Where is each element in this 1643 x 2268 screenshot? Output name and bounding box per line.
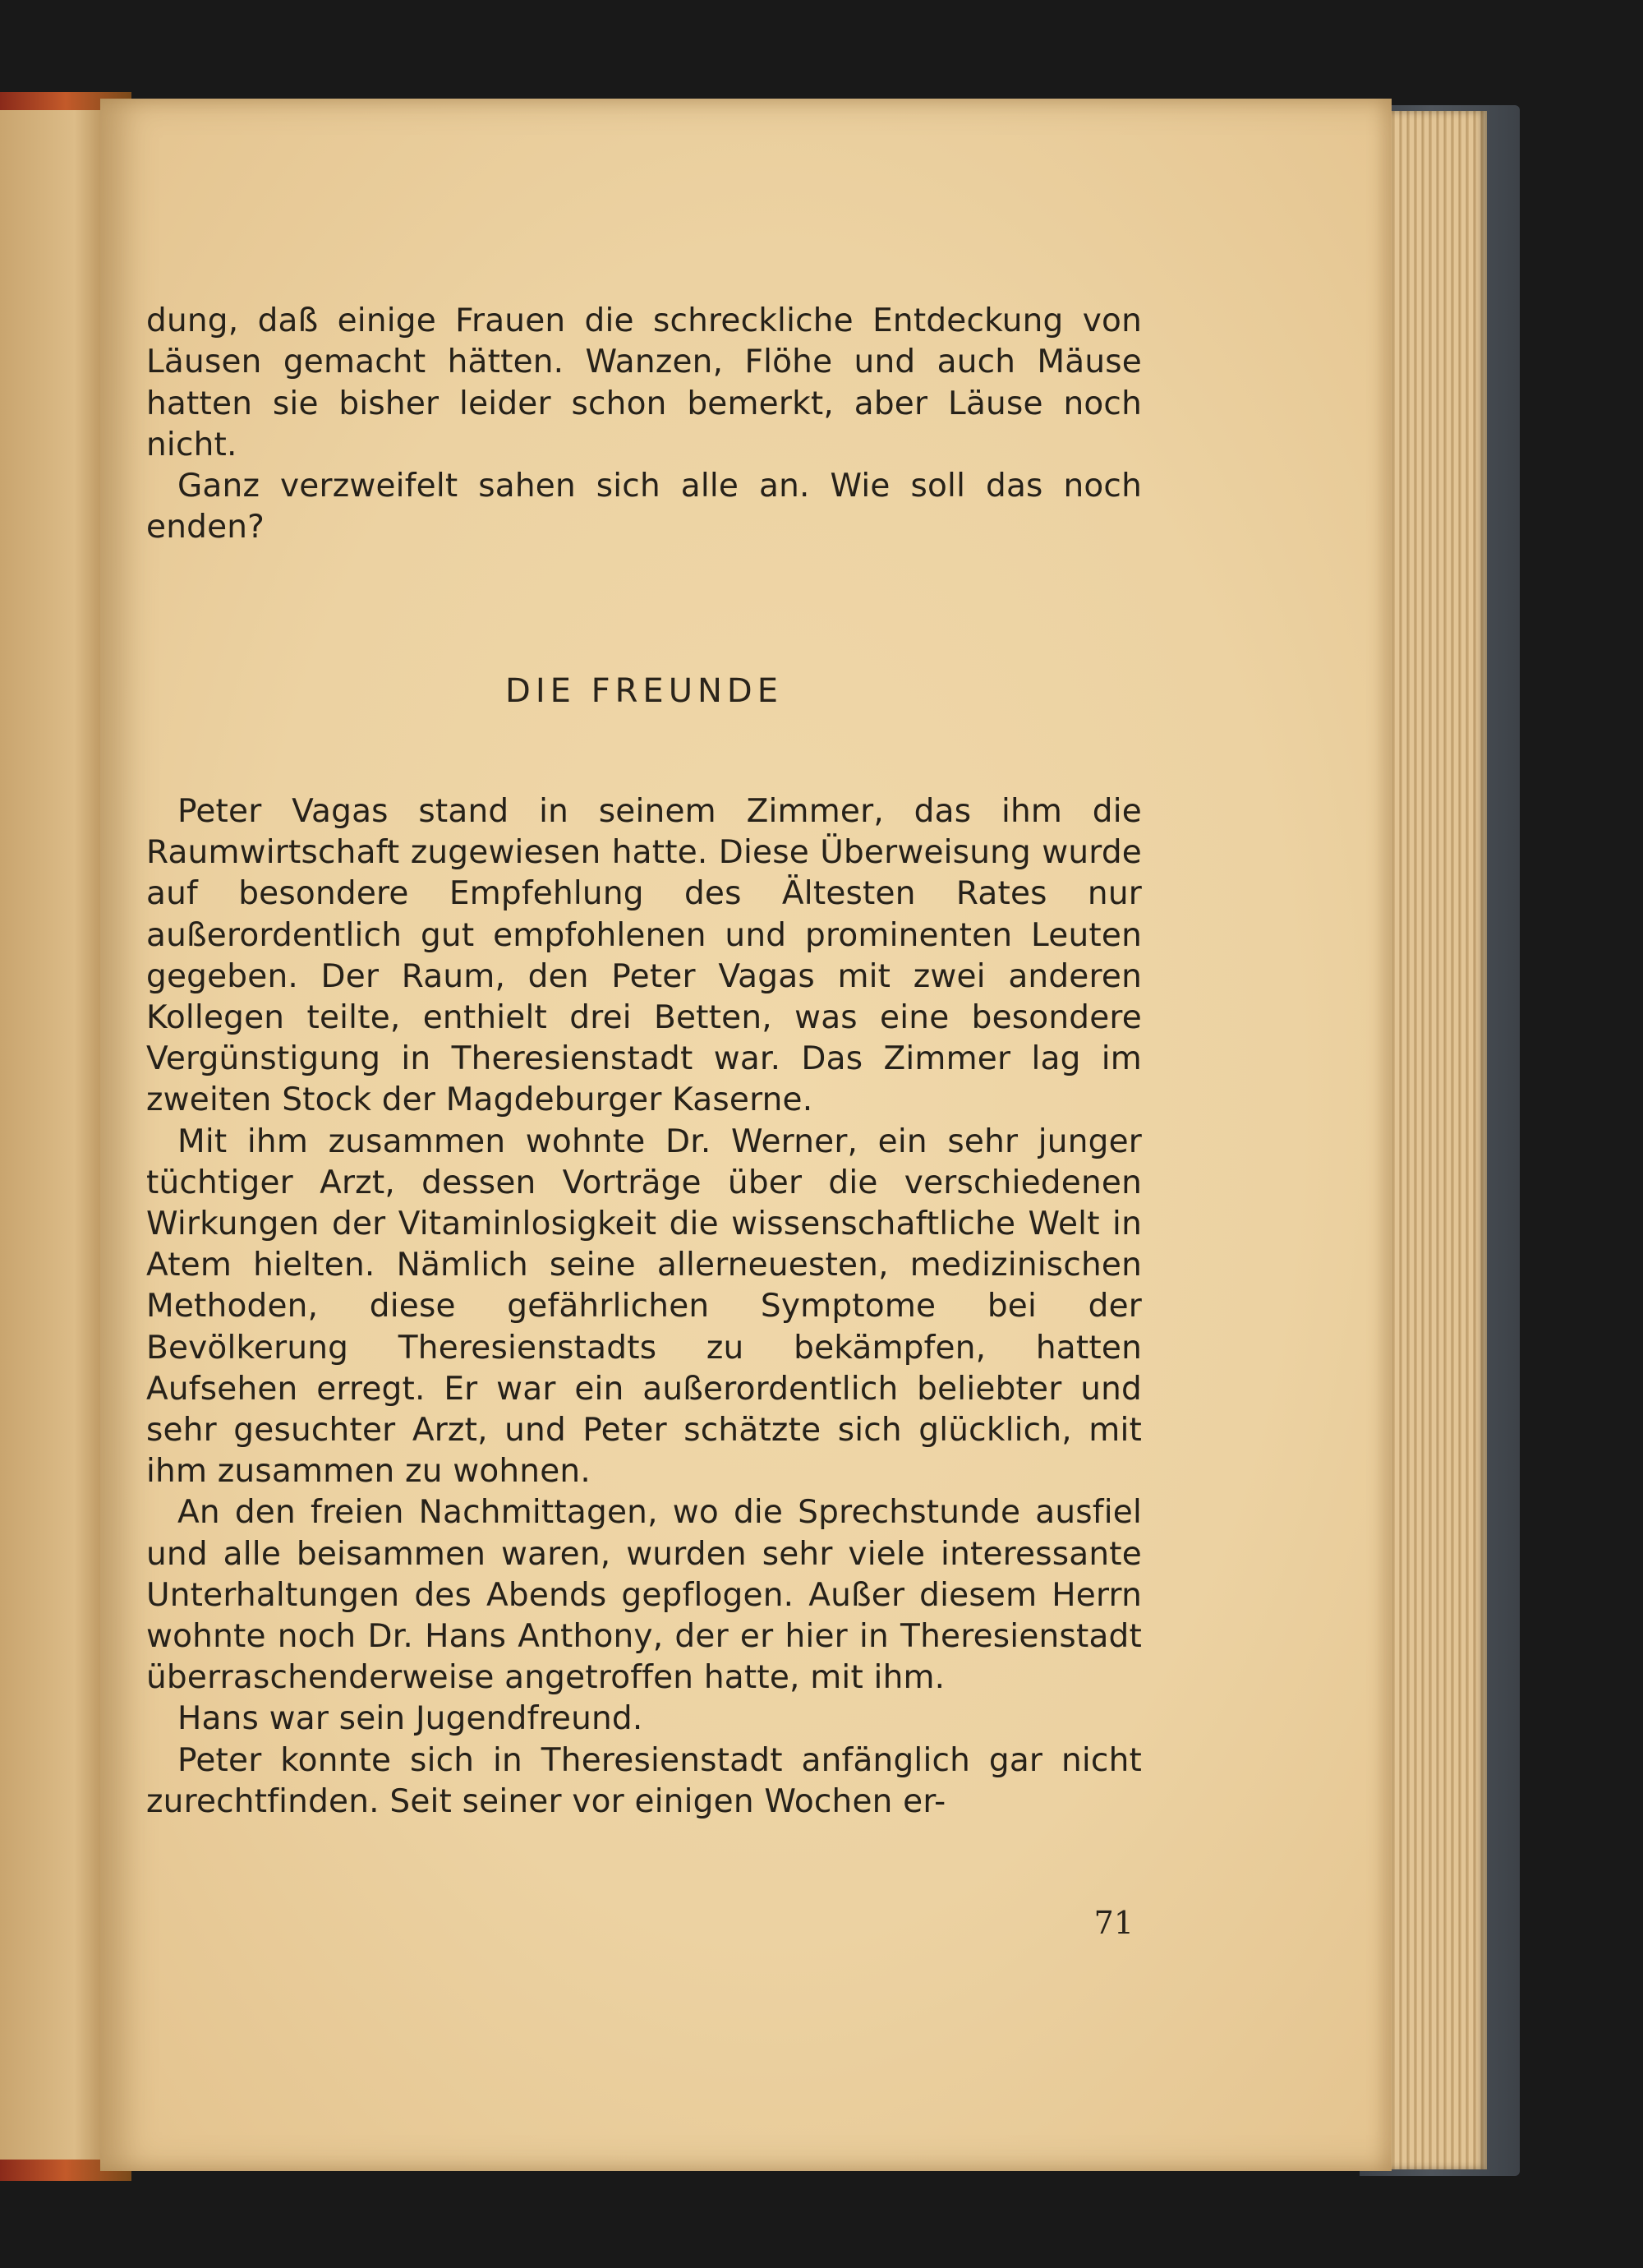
chapter-title: DIE FREUNDE xyxy=(505,672,783,710)
top-text-block xyxy=(146,301,1142,549)
left-page-edge xyxy=(0,99,107,2178)
main-text-block xyxy=(146,791,1142,1823)
paragraph: Peter Vagas stand in seinem Zimmer, das ihm die Raumwirtschaft zugewiesen hatte. Diese Überweisung wurde auf besondere Empfehlung des Ältesten Rates nur außerordentlich gut empfohlenen und prominenten Leuten gegeben. Der Raum, den Peter Vagas mit zwei anderen Kollegen teilte, enthielt drei Betten, was eine besondere Vergünstigung in Theresienstadt war. Das Zimmer lag im zweiten Stock der Magdeburger Kaserne. xyxy=(146,793,1142,1119)
paragraph: An den freien Nachmittagen, wo die Sprechstunde ausfiel und alle beisammen waren, wurden sehr viele interessante Unterhaltungen des Abends gepflogen. Außer diesem Herrn wohnte noch Dr. Hans Anthony, der er hier in Theresienstadt überraschenderweise angetroffen hatte, mit ihm. xyxy=(146,1494,1142,1697)
page-number: 71 xyxy=(1093,1905,1134,1941)
paragraph: Hans war sein Jugendfreund. xyxy=(177,1700,643,1738)
paragraph: Peter konnte sich in Theresienstadt anfänglich gar nicht zurechtfinden. Seit seiner vor einigen Wochen er- xyxy=(146,1741,1142,1820)
paragraph: Ganz verzweifelt sahen sich alle an. Wie soll das noch enden? xyxy=(146,468,1142,546)
page-stack-edge xyxy=(1380,111,1487,2169)
paragraph: dung, daß einige Frauen die schreckliche Entdeckung von Läusen gemacht hätten. Wanzen, Flöhe und auch Mäuse hatten sie bisher leider schon bemerkt, aber Läuse noch nicht. xyxy=(146,302,1142,463)
paragraph: Mit ihm zusammen wohnte Dr. Werner, ein sehr junger tüchtiger Arzt, dessen Vorträge über die verschiedenen Wirkungen der Vitaminlosigkeit die wissenschaftliche Welt in Atem hielten. Nämlich seine allerneuesten, medizinischen Methoden, diese gefährlichen Symptome bei der Bevölkerung Theresienstadts zu bekämpfen, hatten Aufsehen erregt. Er war ein außerordentlich beliebter und sehr gesuchter Arzt, und Peter schätzte sich glücklich, mit ihm zusammen zu wohnen. xyxy=(146,1122,1142,1491)
